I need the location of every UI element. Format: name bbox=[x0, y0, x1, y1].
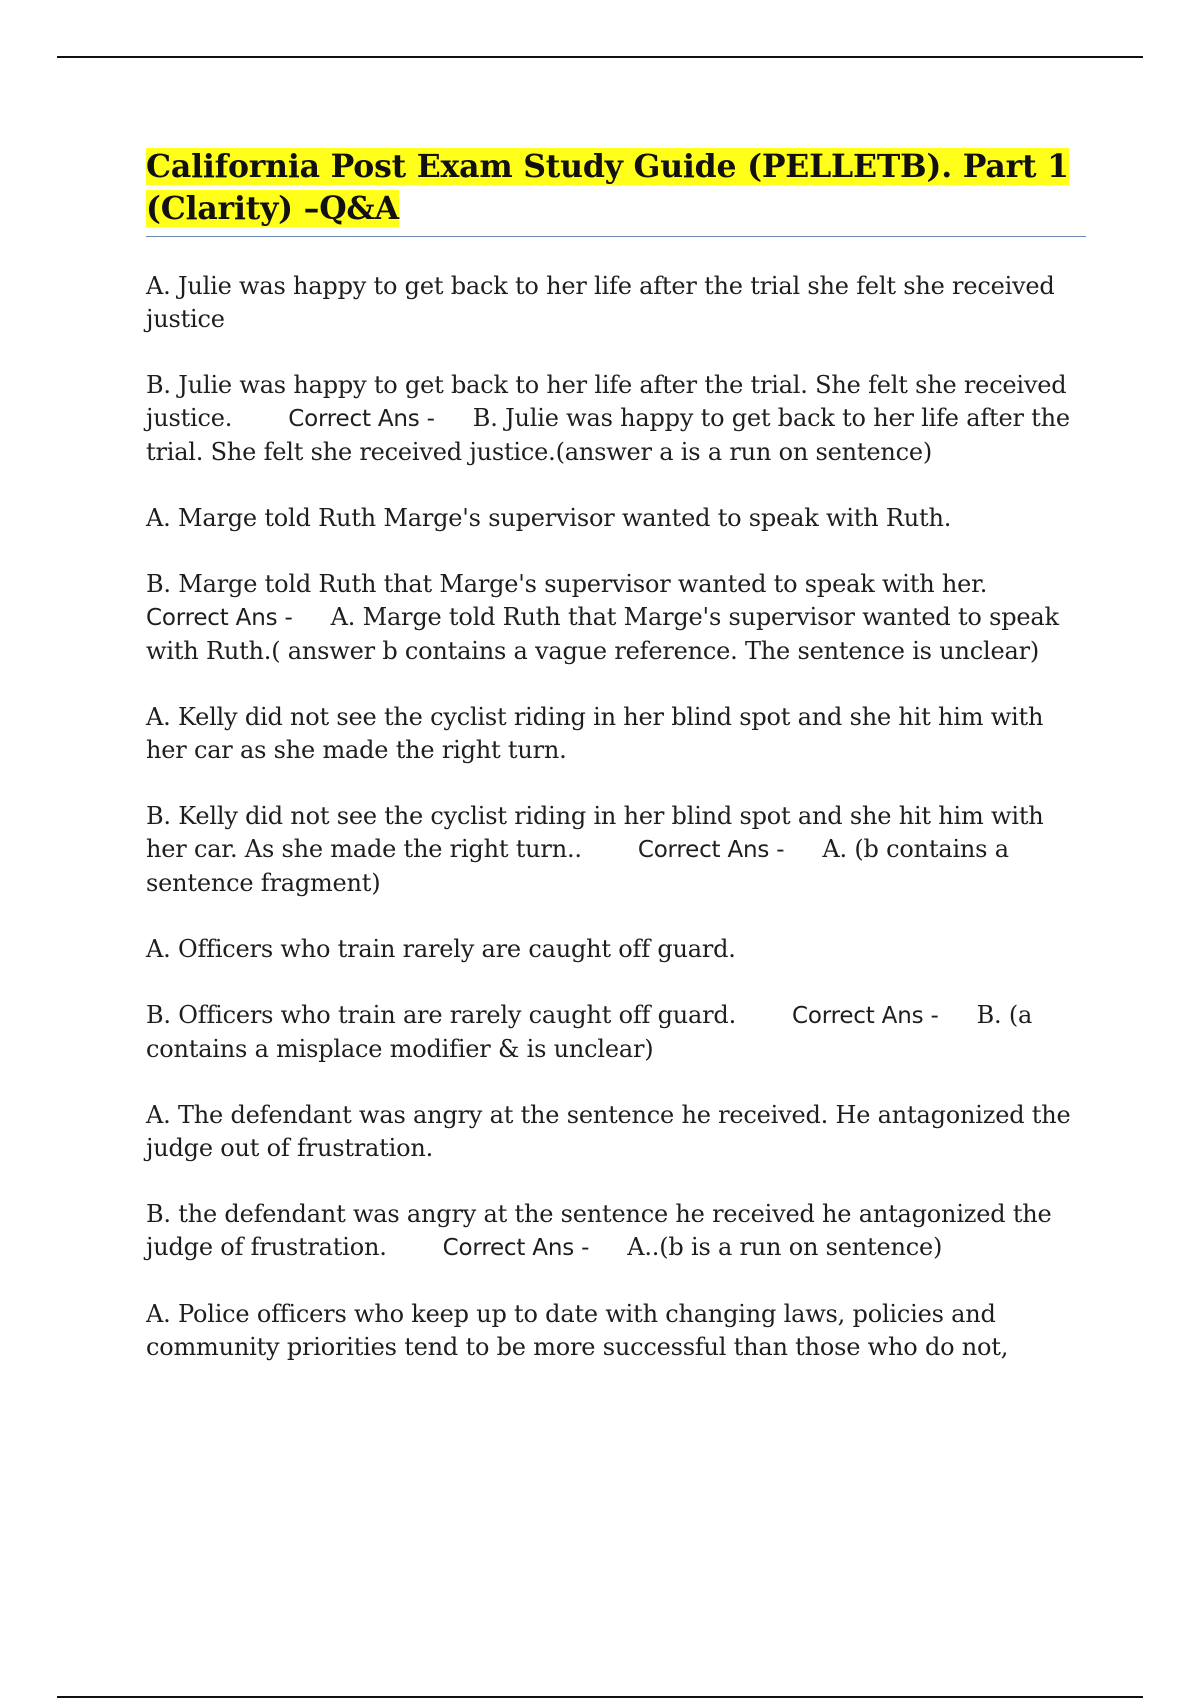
correct-answer-text: A..(b is a run on sentence) bbox=[627, 1233, 943, 1261]
document-body bbox=[146, 146, 1086, 1364]
correct-answer-label: Correct Ans - bbox=[637, 837, 785, 863]
question-option-with-answer: B. Kelly did not see the cyclist riding in her blind spot and she hit him with her car. As she made the right turn.. Correct Ans - A. (b contains a sentence fragment) bbox=[146, 802, 1044, 897]
question-option-with-answer: B. Officers who train are rarely caught off guard. Correct Ans - B. (a contains a misplace modifier & is unclear) bbox=[146, 1001, 1033, 1063]
title-underline bbox=[146, 236, 1086, 237]
correct-answer-label: Correct Ans - bbox=[792, 1003, 939, 1029]
title-highlight: California Post Exam Study Guide (PELLETB). Part 1 (Clarity) –Q&A bbox=[146, 148, 1069, 227]
correct-answer-text: B. (a contains a misplace modifier & is unclear) bbox=[146, 1001, 1033, 1063]
correct-answer-label: Correct Ans - bbox=[442, 1235, 590, 1261]
question-option: A. Marge told Ruth Marge's supervisor wanted to speak with Ruth. bbox=[146, 504, 952, 532]
top-rule bbox=[57, 56, 1143, 58]
question-option: A. Police officers who keep up to date with changing laws, policies and community priorities tend to be more successful than those who do not, bbox=[146, 1300, 1009, 1361]
question-option: A. The defendant was angry at the sentence he received. He antagonized the judge out of frustration. bbox=[146, 1101, 1071, 1162]
correct-answer-text: A. (b contains a sentence fragment) bbox=[146, 835, 1009, 897]
question-option-with-answer: B. the defendant was angry at the sentence he received he antagonized the judge of frustration. Correct Ans - A..(b is a run on sentence) bbox=[146, 1200, 1052, 1261]
question-option: A. Officers who train rarely are caught off guard. bbox=[146, 935, 736, 963]
question-option: A. Julie was happy to get back to her life after the trial she felt she received justice bbox=[146, 272, 1055, 333]
correct-answer-label: Correct Ans - bbox=[288, 406, 435, 432]
correct-answer-label: Correct Ans - bbox=[146, 605, 293, 631]
question-option-with-answer: B. Marge told Ruth that Marge's supervisor wanted to speak with her. Correct Ans - A. Marge told Ruth that Marge's supervisor wanted to speak with Ruth.( answer b contains a vague reference. The sentence is unclear) bbox=[146, 570, 1059, 665]
correct-answer-text: A. Marge told Ruth that Marge's supervisor wanted to speak with Ruth.( answer b contains a vague reference. The sentence is unclear) bbox=[146, 603, 1059, 665]
question-option-with-answer: B. Julie was happy to get back to her life after the trial. She felt she received justice. Correct Ans - B. Julie was happy to get back to her life after the trial. She felt she received justice.(answer a is a run on sentence) bbox=[146, 371, 1070, 466]
bottom-rule bbox=[57, 1696, 1143, 1698]
correct-answer-text: B. Julie was happy to get back to her life after the trial. She felt she received justice.(answer a is a run on sentence) bbox=[146, 404, 1070, 466]
question-option: A. Kelly did not see the cyclist riding in her blind spot and she hit him with her car as she made the right turn. bbox=[146, 703, 1044, 764]
page-title bbox=[146, 146, 1086, 230]
